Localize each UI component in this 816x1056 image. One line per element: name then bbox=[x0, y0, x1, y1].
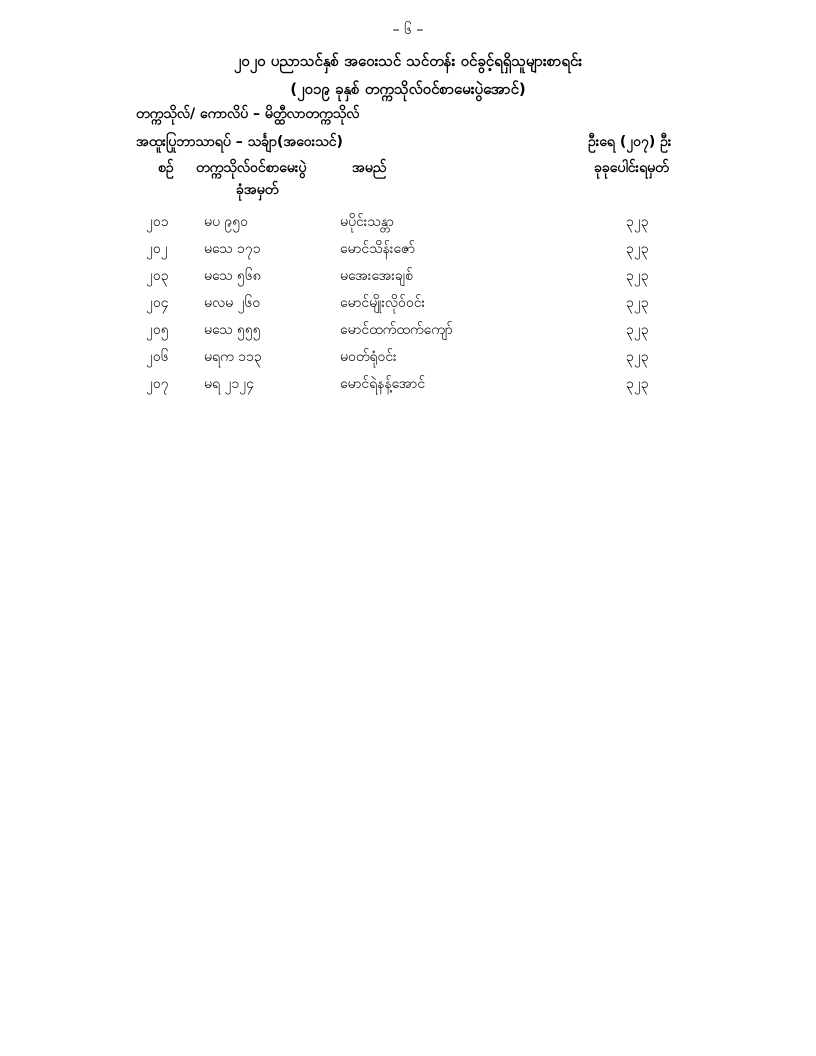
row-total-marks: ၃၂၃ bbox=[626, 214, 649, 230]
row-serial: ၂၀၇ bbox=[146, 376, 169, 392]
table-row bbox=[0, 289, 816, 316]
column-header-total-marks: ခုခုပေါင်းရမှတ် bbox=[594, 160, 669, 176]
student-list bbox=[0, 208, 816, 397]
row-roll-number: မလမ ၂၆၀ bbox=[204, 295, 261, 311]
row-serial: ၂၀၁ bbox=[146, 214, 169, 230]
total-count: ဦးရေ (၂၀၇) ဦး bbox=[588, 134, 672, 150]
table-row bbox=[0, 235, 816, 262]
table-row bbox=[0, 343, 816, 370]
table-row bbox=[0, 316, 816, 343]
page-number: – ၆ – bbox=[392, 22, 424, 38]
column-header-serial: စဉ် bbox=[158, 160, 174, 176]
row-name: မအေးအေးချစ် bbox=[340, 268, 413, 284]
row-name: မောင်သိန်းဇော် bbox=[340, 241, 416, 257]
row-total-marks: ၃၂၃ bbox=[626, 241, 649, 257]
row-serial: ၂၀၅ bbox=[146, 322, 169, 338]
row-roll-number: မရ ၂၁၂၄ bbox=[204, 376, 254, 392]
row-roll-number: မပ ၉၅၀ bbox=[204, 214, 249, 230]
row-roll-number: မသေ ၅၆၈ bbox=[204, 268, 261, 284]
row-name: မပိုင်းသန္တာ bbox=[340, 214, 394, 230]
table-row bbox=[0, 262, 816, 289]
row-total-marks: ၃၂၃ bbox=[626, 322, 649, 338]
row-name: မောင်ရဲနန့်အောင် bbox=[340, 376, 426, 392]
column-header-roll-number: တက္ကသိုလ်ဝင်စာမေးပွဲ bbox=[196, 160, 307, 176]
row-roll-number: မရက ၁၁၃ bbox=[204, 349, 262, 365]
table-row bbox=[0, 370, 816, 397]
row-serial: ၂၀၄ bbox=[146, 295, 169, 311]
row-roll-number: မသေ ၅၅၅ bbox=[204, 322, 261, 338]
row-serial: ၂၀၆ bbox=[146, 349, 169, 365]
document-subtitle: (၂၀၁၉ ခုနှစ် တက္ကသိုလ်ဝင်စာမေးပွဲအောင်) bbox=[290, 80, 526, 98]
column-header-name: အမည် bbox=[352, 160, 387, 176]
subject-label: အထူးပြုဘာသာရပ် – သင်္ချာ(အဝေးသင်) bbox=[136, 134, 343, 150]
row-name: မောင်ထက်ထက်ကျော် bbox=[340, 322, 453, 338]
university-label: တက္ကသိုလ်/ ကောလိပ် – မိတ္ထီလာတက္ကသိုလ် bbox=[136, 106, 360, 122]
row-total-marks: ၃၂၃ bbox=[626, 268, 649, 284]
row-total-marks: ၃၂၃ bbox=[626, 376, 649, 392]
row-roll-number: မသေ ၁၇၁ bbox=[204, 241, 261, 257]
row-name: မောင်မျိုးလိုဝ်ဝင်း bbox=[340, 295, 426, 311]
row-serial: ၂၀၂ bbox=[146, 241, 168, 257]
row-serial: ၂၀၃ bbox=[146, 268, 169, 284]
row-name: မဝတ်ရုံဝင်း bbox=[340, 349, 397, 365]
table-row bbox=[0, 208, 816, 235]
row-total-marks: ၃၂၃ bbox=[626, 295, 649, 311]
row-total-marks: ၃၂၃ bbox=[626, 349, 649, 365]
document-title: ၂၀၂၀ ပညာသင်နှစ် အဝေးသင် သင်တန်း ဝင်ခွင့်ရရှိသူများစာရင်း bbox=[233, 52, 583, 70]
column-header-roll-number-line-2: ခုံအမှတ် bbox=[236, 182, 279, 198]
